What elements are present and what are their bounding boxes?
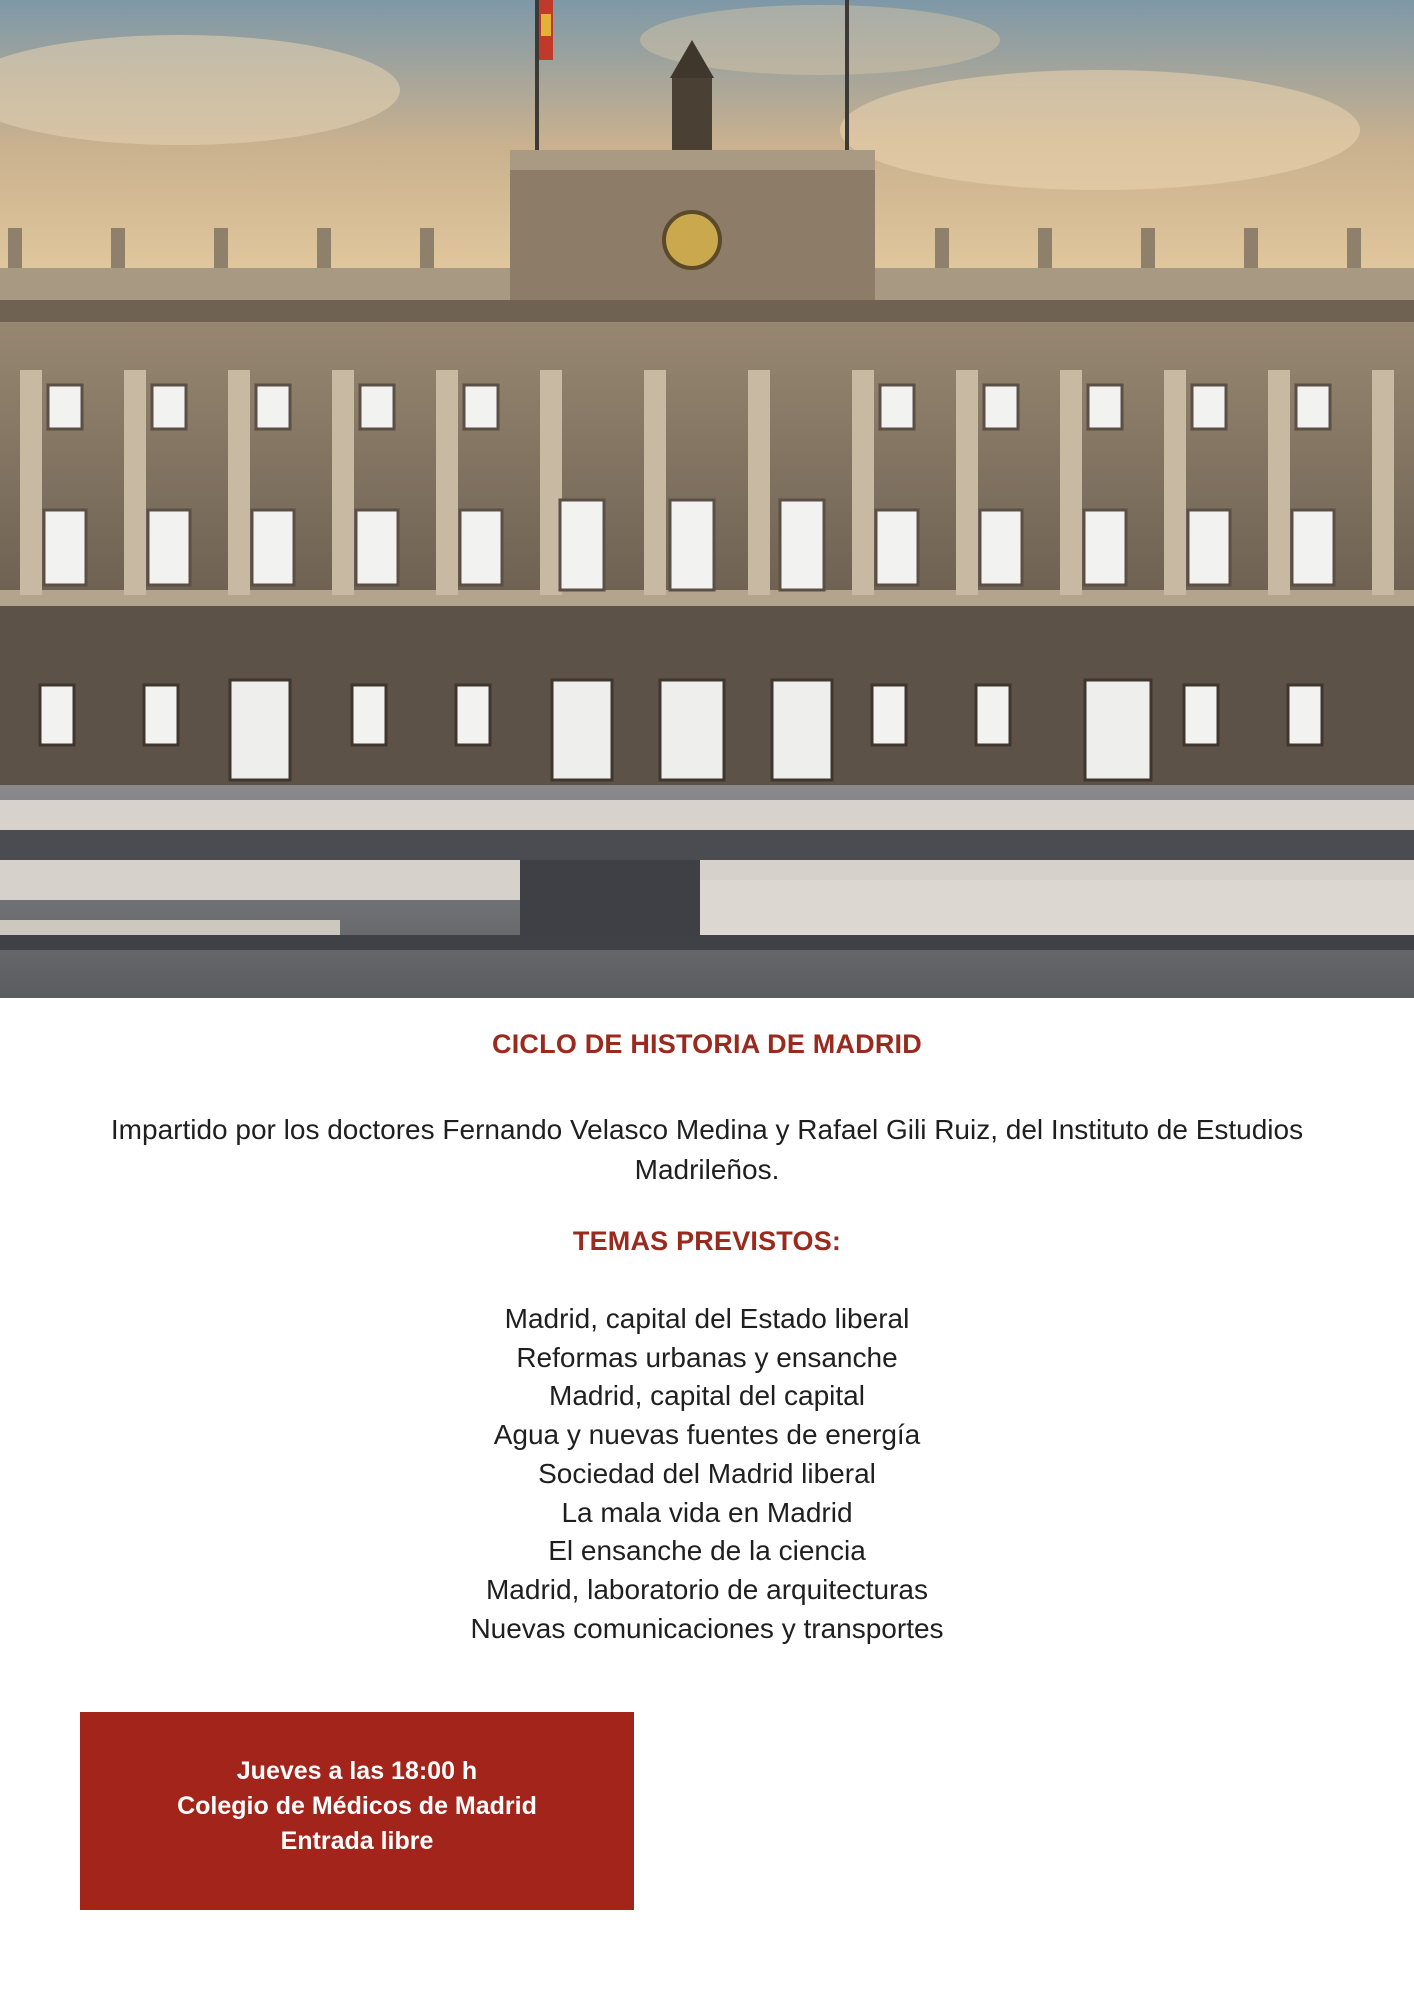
window: [460, 510, 502, 585]
column: [20, 370, 42, 595]
page-title: CICLO DE HISTORIA DE MADRID: [492, 1029, 922, 1059]
roof-statue: [420, 228, 434, 268]
topic-item: La mala vida en Madrid: [561, 1496, 853, 1528]
roof-statue: [317, 228, 331, 268]
door: [772, 680, 832, 780]
window: [1288, 685, 1322, 745]
event-info-box: [80, 1712, 634, 1910]
topic-item: Sociedad del Madrid liberal: [538, 1457, 876, 1489]
flagpole: [535, 0, 539, 150]
window: [252, 510, 294, 585]
window: [876, 510, 918, 585]
window: [980, 510, 1022, 585]
window: [976, 685, 1010, 745]
window: [356, 510, 398, 585]
column: [228, 370, 250, 595]
window: [560, 500, 604, 590]
column: [124, 370, 146, 595]
column: [1060, 370, 1082, 595]
cloud: [840, 70, 1360, 190]
window: [352, 685, 386, 745]
event-time: Jueves a las 18:00 h: [236, 1757, 478, 1785]
flag-stripe: [541, 14, 551, 36]
roof-statue: [214, 228, 228, 268]
topic-item: Madrid, capital del Estado liberal: [504, 1303, 910, 1334]
window: [1184, 685, 1218, 745]
column: [852, 370, 874, 595]
window: [880, 385, 914, 429]
window: [1088, 385, 1122, 429]
window: [872, 685, 906, 745]
plaza-light-pattern: [0, 860, 520, 900]
window: [148, 510, 190, 585]
topic-item: Madrid, capital del capital: [549, 1380, 865, 1412]
window: [144, 685, 178, 745]
plaza-light-pattern: [680, 880, 1414, 935]
column: [956, 370, 978, 595]
window: [40, 685, 74, 745]
window: [48, 385, 82, 429]
window: [1296, 385, 1330, 429]
column: [436, 370, 458, 595]
column: [1268, 370, 1290, 595]
cornice: [0, 300, 1414, 322]
event-venue: Colegio de Médicos de Madrid: [177, 1792, 537, 1820]
roof-statue: [1141, 228, 1155, 268]
hero-palace-photo: [0, 0, 1414, 998]
column: [1372, 370, 1394, 595]
door: [230, 680, 290, 780]
roof-statue: [111, 228, 125, 268]
window: [256, 385, 290, 429]
roof-statue: [8, 228, 22, 268]
door: [552, 680, 612, 780]
column: [1164, 370, 1186, 595]
tower-balustrade: [510, 150, 875, 170]
window: [464, 385, 498, 429]
window: [780, 500, 824, 590]
plaza-dark-pattern: [0, 935, 1414, 950]
window: [1192, 385, 1226, 429]
bell-cupola: [672, 75, 712, 150]
event-admission: Entrada libre: [280, 1827, 434, 1855]
topic-item: El ensanche de la ciencia: [548, 1535, 866, 1567]
plaza-dark-pattern: [520, 860, 700, 935]
window: [1084, 510, 1126, 585]
window: [360, 385, 394, 429]
palace-illustration: [0, 0, 1414, 998]
flagpole: [845, 0, 849, 150]
window: [44, 510, 86, 585]
window: [456, 685, 490, 745]
window: [1188, 510, 1230, 585]
clock-face: [664, 212, 720, 268]
plaza-light-pattern: [0, 800, 1414, 830]
topics-heading: TEMAS PREVISTOS:: [572, 1226, 842, 1256]
window: [152, 385, 186, 429]
intro-paragraph: Impartido por los doctores Fernando Velasco Medina y Rafael Gili Ruiz, del Instituto de Estudios Madrileños.: [110, 1114, 1304, 1185]
window: [1292, 510, 1334, 585]
roof-statue: [1347, 228, 1361, 268]
roof-statue: [935, 228, 949, 268]
string-course: [0, 590, 1414, 606]
topic-item: Reformas urbanas y ensanche: [516, 1341, 898, 1373]
door: [660, 680, 724, 780]
roof-statue: [1038, 228, 1052, 268]
door: [1085, 680, 1151, 780]
topic-item: Madrid, laboratorio de arquitecturas: [485, 1573, 928, 1605]
window: [670, 500, 714, 590]
window: [984, 385, 1018, 429]
column: [332, 370, 354, 595]
topics-list: [0, 1300, 1414, 1648]
topic-item: Agua y nuevas fuentes de energía: [493, 1419, 921, 1451]
roof-statue: [1244, 228, 1258, 268]
topic-item: Nuevas comunicaciones y transportes: [470, 1612, 944, 1644]
plaza-light-pattern: [0, 920, 340, 935]
column: [644, 370, 666, 595]
column: [748, 370, 770, 595]
plaza-dark-pattern: [0, 830, 1414, 860]
